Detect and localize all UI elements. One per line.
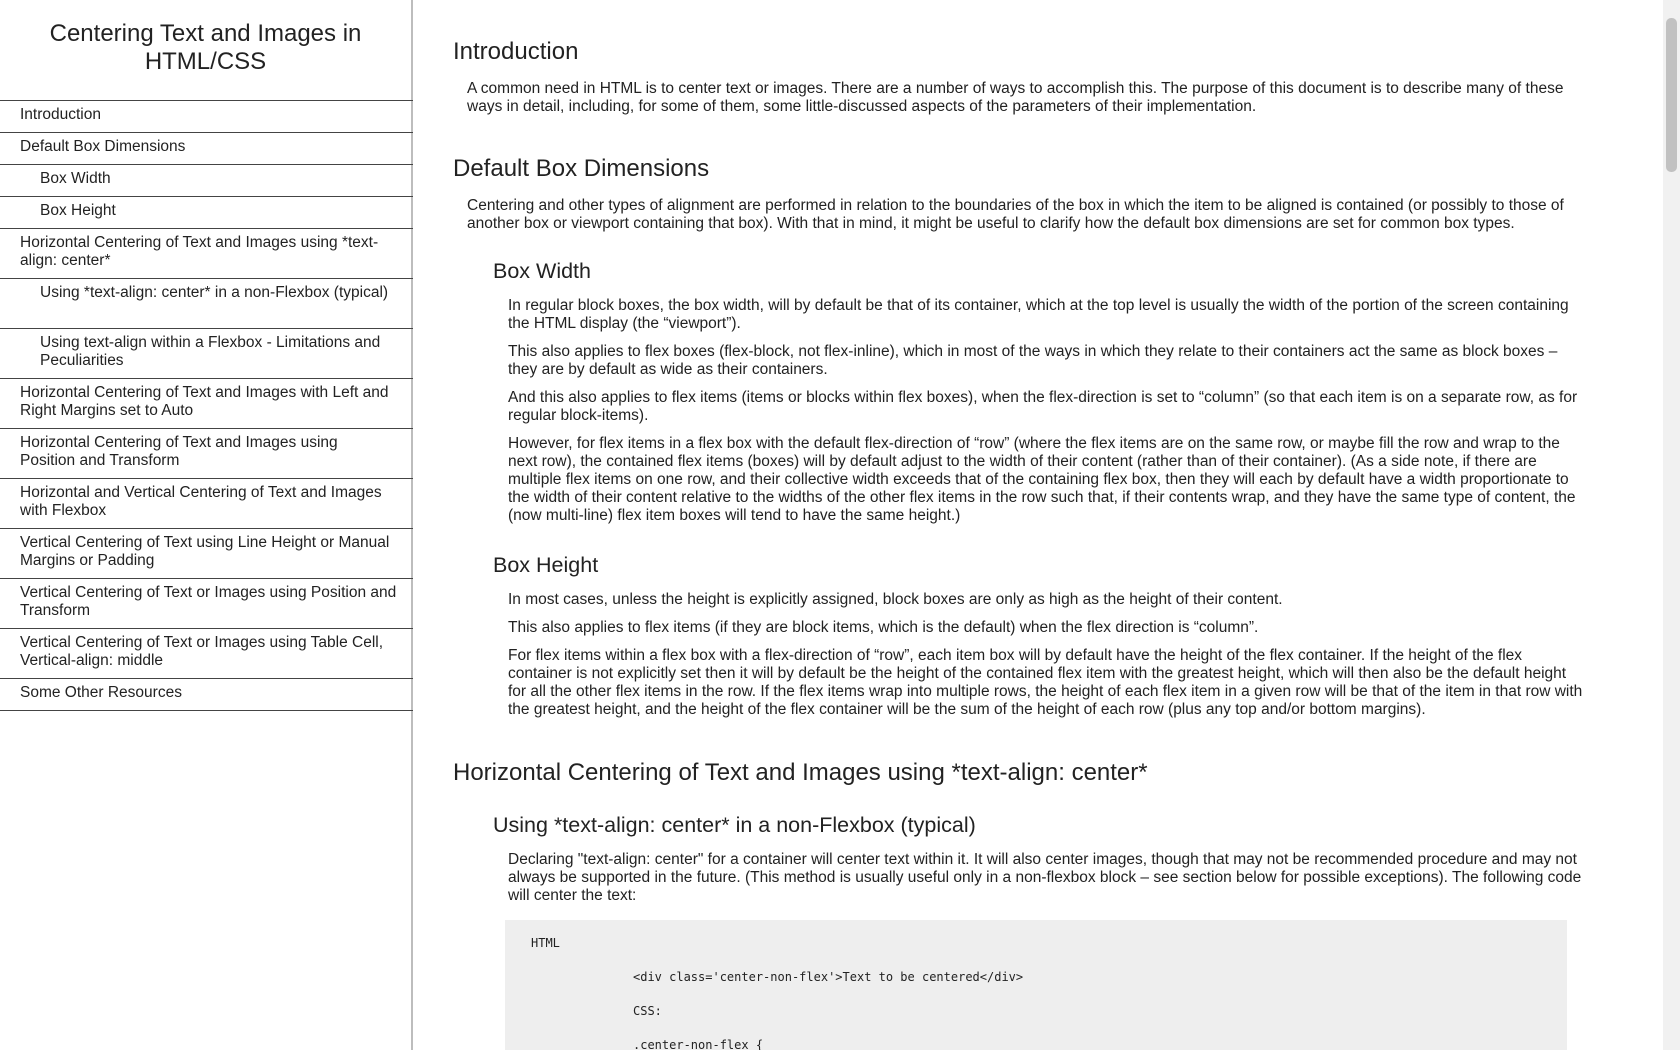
code-label-html: HTML xyxy=(531,936,560,950)
code-line-div: <div class='center-non-flex'>Text to be centered</div> xyxy=(633,970,1024,984)
toc-item-default-box-dimensions[interactable]: Default Box Dimensions xyxy=(0,133,413,165)
code-line-css: .center-non-flex { xyxy=(633,1038,764,1050)
vertical-scrollbar[interactable] xyxy=(1663,0,1680,1050)
heading-non-flexbox: Using *text-align: center* in a non-Flexbox (typical) xyxy=(493,813,976,837)
toc-item-non-flexbox[interactable]: Using *text-align: center* in a non-Flexbox (typical) xyxy=(0,279,413,329)
sidebar-title: Centering Text and Images in HTML/CSS xyxy=(49,20,362,75)
box-width-p2: This also applies to flex boxes (flex-block, not flex-inline), which in most of the ways in which they relate to their containers act the same as block boxes – they are by default as wide as their containers. xyxy=(508,343,1558,378)
main-content xyxy=(453,0,1588,1050)
non-flexbox-paragraph: Declaring "text-align: center" for a container will center text within it. It will also center images, though that may not be recommended procedure and may not always be supported in the future. (This method is usually useful only in a non-flexbox block – see section below for possible exceptions). The following code will center the text: xyxy=(508,851,1582,904)
toc-item-horizontal-text-align[interactable]: Horizontal Centering of Text and Images using *text-align: center* xyxy=(0,229,413,279)
scrollbar-thumb[interactable] xyxy=(1666,18,1677,172)
toc-item-flexbox-limitations[interactable]: Using text-align within a Flexbox - Limitations and Peculiarities xyxy=(0,329,413,379)
box-width-p1: In regular block boxes, the box width, will by default be that of its container, which at the top level is usually the width of the portion of the screen containing the HTML display (the “viewport”). xyxy=(508,297,1569,332)
heading-box-width: Box Width xyxy=(493,259,591,283)
sidebar-toc xyxy=(0,0,413,1050)
section-introduction xyxy=(453,38,1588,116)
intro-paragraph: A common need in HTML is to center text or images. There are a number of ways to accomplish this. The purpose of this document is to describe many of these ways in detail, including, for some of them, some little-discussed aspects of the parameters of their implementation. xyxy=(467,80,1564,115)
toc-item-box-height[interactable]: Box Height xyxy=(0,197,413,229)
section-default-box xyxy=(453,155,1588,233)
section-horizontal-text-align xyxy=(453,759,1588,787)
toc-item-margins-auto[interactable]: Horizontal Centering of Text and Images with Left and Right Margins set to Auto xyxy=(0,379,413,429)
toc-item-other-resources[interactable]: Some Other Resources xyxy=(0,679,413,711)
toc-item-position-transform[interactable]: Horizontal Centering of Text and Images using Position and Transform xyxy=(0,429,413,479)
toc-item-vertical-position-transform[interactable]: Vertical Centering of Text or Images using Position and Transform xyxy=(0,579,413,629)
box-width-p4: However, for flex items in a flex box with the default flex-direction of “row” (where the flex items are on the same row, or maybe fill the row and wrap to the next row), the contained flex items (boxes) will by default adjust to the width of their content (rather than of their container). (As a side note, if there are multiple flex items on one row, and their collective width exceeds that of the containing flex box, then they will each by default have a width proportionate to the width of their content relative to the widths of the other flex items in the row such that, if their contents wrap, and they have the same type of content, the (now multi-line) flex item boxes will tend to have the same height.) xyxy=(508,435,1576,524)
box-height-p3: For flex items within a flex box with a flex-direction of “row”, each item box will by default have the height of the flex container. If the height of the flex container is not explicitly set then it will by default be the height of the contained flex item with the greatest height, which will then also be the default height for all the other flex items in the row. If the flex items wrap into multiple rows, the height of each flex item in a given row will be that of the item in that row with the greatest height, and the height of the flex container will be the sum of the height of each row (plus any top and/or bottom margins). xyxy=(508,647,1583,718)
heading-box-height: Box Height xyxy=(493,553,599,577)
code-block xyxy=(505,920,1567,1050)
section-box-width xyxy=(493,258,1588,525)
toc-item-table-cell[interactable]: Vertical Centering of Text or Images using Table Cell, Vertical-align: middle xyxy=(0,629,413,679)
default-box-paragraph: Centering and other types of alignment are performed in relation to the boundaries of the box in which the item to be aligned is contained (or possibly to those of another box or viewport containing that box). With that in mind, it might be useful to clarify how the default box dimensions are set for common box types. xyxy=(467,197,1564,232)
heading-default-box: Default Box Dimensions xyxy=(453,155,710,182)
heading-introduction: Introduction xyxy=(453,38,579,65)
box-width-p3: And this also applies to flex items (items or blocks within flex boxes), when the flex-direction is set to “column” (so that each item is on a separate row, as for regular block-items). xyxy=(508,389,1578,424)
box-height-p1: In most cases, unless the height is explicitly assigned, block boxes are only as high as the height of their content. xyxy=(508,591,1283,608)
code-label-css: CSS: xyxy=(633,1004,662,1018)
section-box-height xyxy=(493,552,1588,719)
toc-item-flexbox-centering[interactable]: Horizontal and Vertical Centering of Text and Images with Flexbox xyxy=(0,479,413,529)
toc-list xyxy=(0,100,413,711)
toc-item-introduction[interactable]: Introduction xyxy=(0,101,413,133)
section-non-flexbox xyxy=(493,812,1588,905)
toc-item-box-width[interactable]: Box Width xyxy=(0,165,413,197)
box-height-p2: This also applies to flex items (if they are block items, which is the default) when the flex direction is “column”. xyxy=(508,619,1259,636)
toc-item-line-height[interactable]: Vertical Centering of Text using Line Height or Manual Margins or Padding xyxy=(0,529,413,579)
heading-horizontal-text-align: Horizontal Centering of Text and Images using *text-align: center* xyxy=(453,759,1148,786)
